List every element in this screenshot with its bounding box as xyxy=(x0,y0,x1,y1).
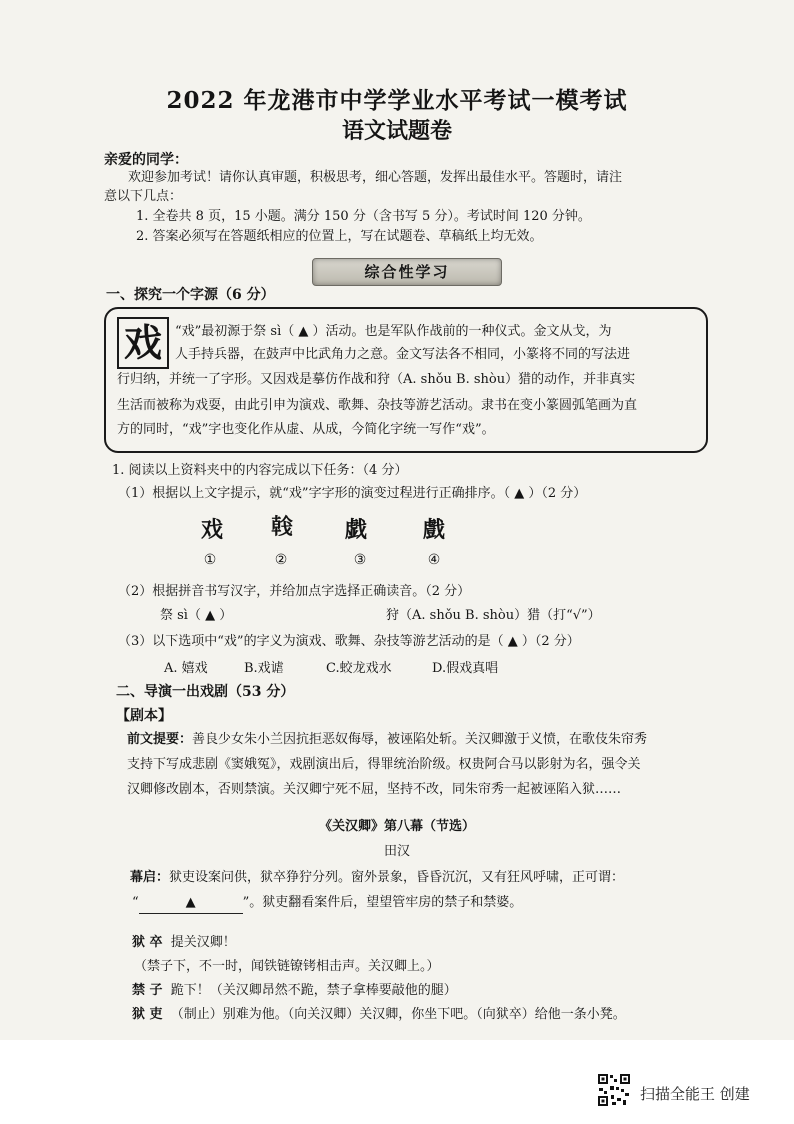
question-1: 1. 阅读以上资料夹中的内容完成以下任务：（4 分） xyxy=(112,463,408,478)
source-line-3: 行归纳，并统一了字形。又因戏是摹仿作战和狩（A. shǒu B. shòu）猎的动作，并非真实 xyxy=(117,372,636,387)
note-2: 2. 答案必须写在答题纸相应的位置上，写在试题卷、草稿纸上均无效。 xyxy=(136,229,543,244)
stage-direction: （禁子下，不一时，闻铁链镣铐相击声。关汉卿上。） xyxy=(134,959,440,974)
scene-line-2 xyxy=(132,893,522,914)
scene-answer-blank: ▲ xyxy=(139,893,243,914)
dialogue-row-3 xyxy=(132,981,457,1001)
summary-label: 前文提要： xyxy=(127,732,193,747)
glyph-number-4: ④ xyxy=(427,552,441,568)
dialogue-row-4 xyxy=(132,1005,626,1025)
glyph-4: 戲 xyxy=(422,517,445,543)
greeting: 亲爱的同学： xyxy=(104,152,188,168)
summary-line-3: 汉卿修改剧本，否则禁演。关汉卿宁死不屈，坚持不改，同朱帘秀一起被诬陷入狱…… xyxy=(127,782,622,797)
summary-line-1 xyxy=(127,730,647,750)
option-a: A. 嬉戏 xyxy=(164,661,208,676)
glyph-number-1: ① xyxy=(203,552,217,568)
glyph-2: 𢧢 xyxy=(270,514,293,540)
dialogue-line: （制止）别难为他。（向关汉卿）关汉卿，你坐下吧。（向狱卒）给他一条小凳。 xyxy=(170,1007,626,1022)
scene-text-2: ”。狱吏翻看案件后，望望管牢房的禁子和禁婆。 xyxy=(242,895,523,910)
option-b: B.戏谑 xyxy=(244,661,284,676)
source-line-2: 人手持兵器，在鼓声中比武角力之意。金文写法各不相同，小篆将不同的写法进 xyxy=(175,347,631,362)
scene-line-1 xyxy=(130,868,624,888)
scene-label: 幕启： xyxy=(130,870,170,885)
script-label: 【剧本】 xyxy=(116,708,172,724)
glyph-3: 戯 xyxy=(344,517,367,543)
dialogue-role: 狱 吏 xyxy=(132,1007,163,1022)
intro-line-2: 意以下几点： xyxy=(104,189,183,204)
glyph-number-3: ③ xyxy=(353,552,367,568)
dialogue-role: 禁 子 xyxy=(132,983,163,998)
option-d: D.假戏真唱 xyxy=(432,661,499,676)
qr-code-icon xyxy=(597,1073,631,1107)
dialogue-row-1 xyxy=(132,933,236,953)
dialogue-line: 跪下！（关汉卿昂然不跪，禁子拿棒要敲他的腿） xyxy=(170,983,457,998)
section2-heading: 二、导演一出戏剧（53 分） xyxy=(116,684,295,700)
summary-line-2: 支持下写成悲剧《窦娥冤》，戏剧演出后，得罪统治阶级。权贵阿合马以影射为名，强令关 xyxy=(127,757,641,772)
summary-text-1: 善良少女朱小兰因抗拒恶奴侮辱，被诬陷处斩。关汉卿激于义愤，在歌伎朱帘秀 xyxy=(192,732,648,747)
section1-heading: 一、探究一个字源（6 分） xyxy=(106,287,275,303)
intro-line-1: 欢迎参加考试！请你认真审题，积极思考，细心答题，发挥出最佳水平。答题时，请注 xyxy=(128,170,623,185)
note-1: 1. 全卷共 8 页，15 小题。满分 150 分（含书写 5 分）。考试时间 120 分钟。 xyxy=(136,209,591,224)
scene-open-quote: “ xyxy=(132,895,139,910)
question-1-2-b: 狩（A. shǒu B. shòu）猎（打“√”） xyxy=(386,608,601,623)
glyph-number-2: ② xyxy=(274,552,288,568)
source-line-4: 生活而被称为戏耍，由此引申为演戏、歌舞、杂技等游艺活动。隶书在变小篆圆弧笔画为直 xyxy=(117,398,638,413)
question-1-2: （2）根据拼音书写汉字，并给加点字选择正确读音。（2 分） xyxy=(118,584,471,599)
scanner-watermark: 扫描全能王 创建 xyxy=(640,1085,750,1103)
question-1-3: （3）以下选项中“戏”的字义为演戏、歌舞、杂技等游艺活动的是（ ▲ ）（2 分） xyxy=(118,634,580,649)
play-author: 田汉 xyxy=(383,844,410,859)
page-subtitle: 语文试题卷 xyxy=(341,118,452,144)
glyph-1: 戏 xyxy=(200,517,223,543)
char-box: 戏 xyxy=(117,317,169,369)
source-line-1: “戏”最初源于祭 sì（ ▲ ）活动。也是军队作战前的一种仪式。金文从戈，为 xyxy=(175,324,612,339)
question-1-2-a: 祭 sì（ ▲ ） xyxy=(160,608,233,623)
page-title: 2022 年龙港市中学学业水平考试一模考试 xyxy=(166,87,628,114)
section-banner: 综合性学习 xyxy=(312,258,502,286)
dialogue-role: 狱 卒 xyxy=(132,935,163,950)
dialogue-line: 提关汉卿！ xyxy=(170,935,236,950)
source-line-5: 方的同时，“戏”字也变化作从虚、从成，今简化字统一写作“戏”。 xyxy=(117,422,495,437)
scene-text-1: 狱吏设案问供，狱卒狰狞分列。窗外景象，昏昏沉沉，又有狂风呼啸，正可谓： xyxy=(169,870,625,885)
play-title: 《关汉卿》第八幕（节选） xyxy=(318,819,475,834)
question-1-1: （1）根据以上文字提示，就“戏”字字形的演变过程进行正确排序。（ ▲ ）（2 分） xyxy=(118,486,587,501)
option-c: C.蛟龙戏水 xyxy=(326,661,392,676)
dialogue-row-2 xyxy=(134,957,440,977)
